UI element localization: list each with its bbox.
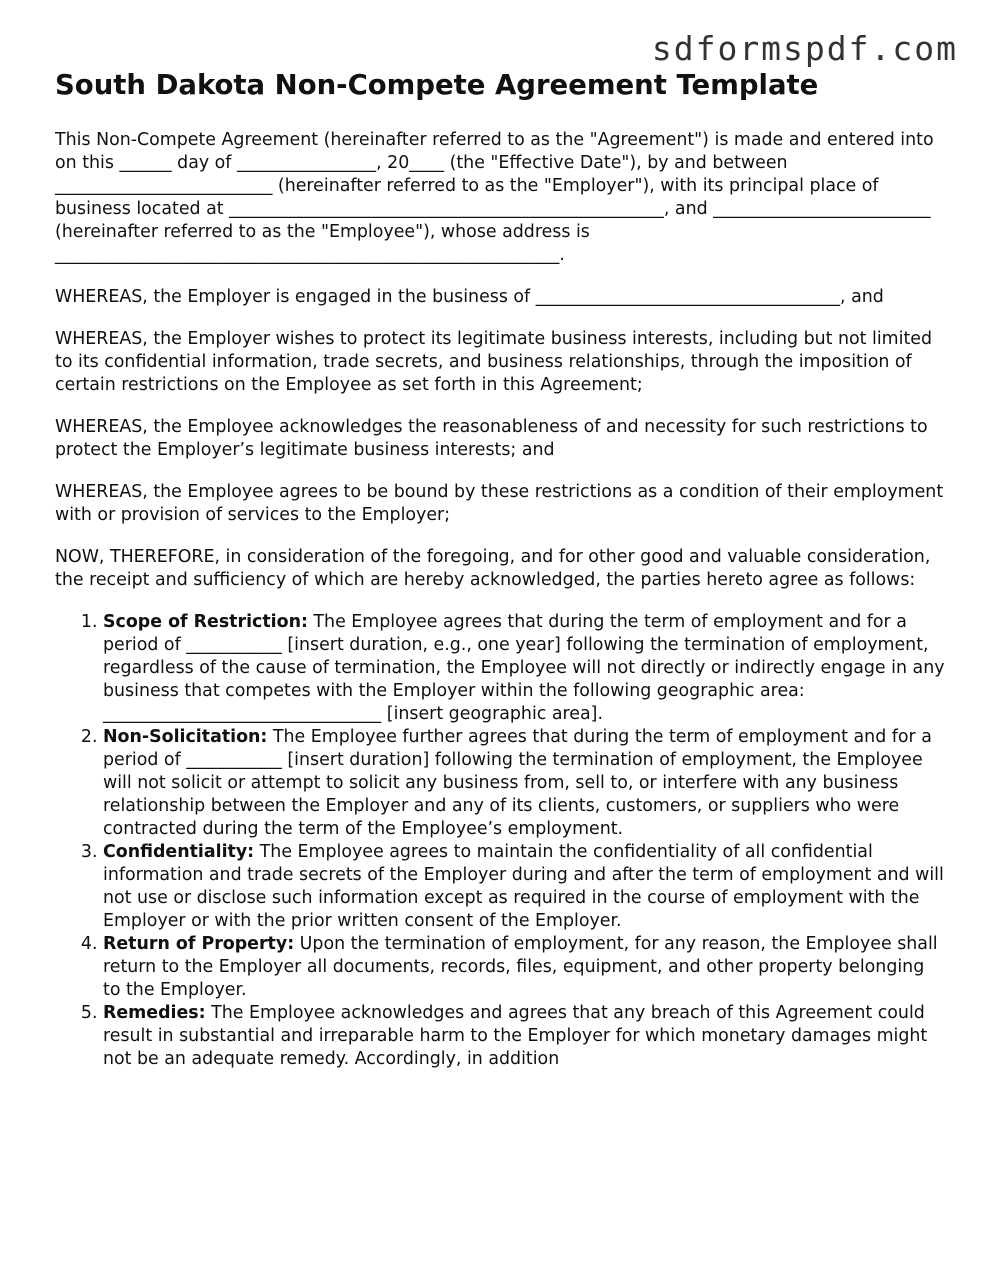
clause-text: Upon the termination of employment, for any reason, the Employee shall return to the Employer all documents, records, files, equipment, and other property belonging to the Employer. — [103, 934, 938, 1000]
clause-term: Non-Solicitation: — [103, 727, 268, 747]
document-page — [55, 66, 945, 1071]
now-therefore-paragraph: NOW, THEREFORE, in consideration of the foregoing, and for other good and valuable consideration, the receipt and sufficiency of which are hereby acknowledged, the parties hereto agree as follows: — [55, 547, 931, 590]
whereas-protect-paragraph: WHEREAS, the Employer wishes to protect its legitimate business interests, including but not limited to its confidential information, trade secrets, and business relationships, through the imposition of certain restrictions on the Employee as set forth in this Agreement; — [55, 329, 933, 395]
clause-confidentiality — [103, 841, 945, 933]
clause-text: The Employee acknowledges and agrees that any breach of this Agreement could result in substantial and irreparable harm to the Employer for which monetary damages might not be an adequate remedy. Accordingly, in addition — [103, 1003, 928, 1069]
clause-remedies — [103, 1002, 945, 1071]
clause-text: The Employee further agrees that during the term of employment and for a period of ___________ [insert duration] following the termination of employment, the Employee will not solicit or attempt to solicit any business from, sell to, or interfere with any business relationship between the Employer and any of its clients, customers, or suppliers who were contracted during the term of the Employee’s employment. — [103, 727, 932, 839]
clause-non-solicitation — [103, 726, 945, 841]
site-watermark: sdformspdf.com — [651, 29, 958, 68]
whereas-business-paragraph: WHEREAS, the Employer is engaged in the business of ___________________________________, and — [55, 287, 884, 307]
whereas-acknowledge-paragraph: WHEREAS, the Employee acknowledges the reasonableness of and necessity for such restrictions to protect the Employer’s legitimate business interests; and — [55, 417, 928, 460]
intro-paragraph: This Non-Compete Agreement (hereinafter referred to as the "Agreement") is made and entered into on this ______ day of ________________, 20____ (the "Effective Date"), by and between _________________________ (hereinafter referred to as the "Employer"), with its principal place of business located at __________________________________________________, and _________________________ (hereinafter referred to as the "Employee"), whose address is __________________________________________________________. — [55, 130, 934, 265]
clause-term: Return of Property: — [103, 934, 295, 954]
clause-term: Remedies: — [103, 1003, 206, 1023]
clause-return-of-property — [103, 933, 945, 1002]
clause-list — [55, 611, 945, 1071]
clause-scope-of-restriction — [103, 611, 945, 726]
clause-term: Scope of Restriction: — [103, 612, 308, 632]
clause-text: The Employee agrees to maintain the confidentiality of all confidential information and trade secrets of the Employer during and after the term of employment and will not use or disclose such information except as required in the course of employment with the Employer or with the prior written consent of the Employer. — [103, 842, 944, 931]
clause-term: Confidentiality: — [103, 842, 255, 862]
clause-text: The Employee agrees that during the term of employment and for a period of ___________ [insert duration, e.g., one year] following the termination of employment, regardless of the cause of termination, the Employee will not directly or indirectly engage in any business that competes with the Employer within the following geographic area: ________________________________ [insert geographic area]. — [103, 612, 945, 724]
whereas-agree-paragraph: WHEREAS, the Employee agrees to be bound by these restrictions as a condition of their employment with or provision of services to the Employer; — [55, 482, 944, 525]
document-title: South Dakota Non-Compete Agreement Template — [55, 69, 819, 101]
